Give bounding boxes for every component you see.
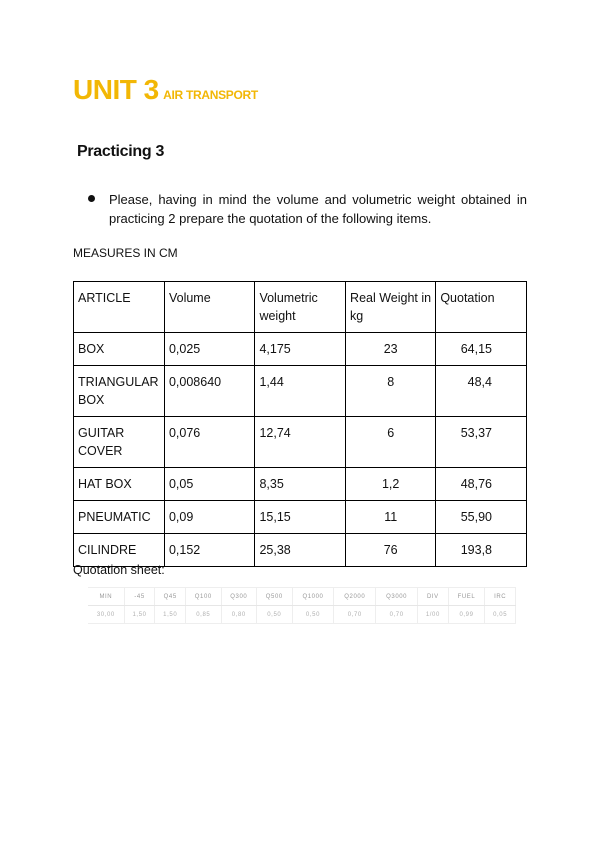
cell-real-weight: 23 — [346, 333, 436, 366]
table-row — [74, 468, 527, 501]
cell-volume: 0,008640 — [164, 366, 254, 417]
cell-volume: 0,05 — [164, 468, 254, 501]
quote-value-cell: 0,85 — [186, 606, 222, 624]
cell-real-weight: 76 — [346, 534, 436, 567]
cell-quotation: 55,90 — [436, 501, 527, 534]
cell-real-weight: 6 — [346, 417, 436, 468]
table-header-row — [74, 282, 527, 333]
quote-header-cell: FUEL — [448, 588, 485, 606]
quote-value-cell: 0,80 — [221, 606, 257, 624]
quote-value-cell: 1/00 — [418, 606, 449, 624]
section-title: Practicing 3 — [77, 143, 165, 160]
quote-value-cell: 0,70 — [334, 606, 376, 624]
cell-volume: 0,09 — [164, 501, 254, 534]
quote-header-cell: Q100 — [186, 588, 222, 606]
table-row — [74, 417, 527, 468]
cell-article: HAT BOX — [74, 468, 165, 501]
quote-header-cell: Q300 — [221, 588, 257, 606]
unit-heading — [73, 74, 258, 106]
quote-header-row — [88, 588, 516, 606]
bullet-icon — [88, 195, 95, 202]
cell-real-weight: 8 — [346, 366, 436, 417]
cell-volume: 0,152 — [164, 534, 254, 567]
cell-article: GUITAR COVER — [74, 417, 165, 468]
quote-value-cell: 1,50 — [124, 606, 155, 624]
quote-value-cell: 30,00 — [88, 606, 124, 624]
quote-header-cell: -45 — [124, 588, 155, 606]
cell-article: BOX — [74, 333, 165, 366]
quote-header-cell: Q45 — [155, 588, 186, 606]
table-row — [74, 333, 527, 366]
header-volume: Volume — [164, 282, 254, 333]
cell-article: CILINDRE — [74, 534, 165, 567]
quote-header-cell: DIV — [418, 588, 449, 606]
quotation-sheet-label: Quotation sheet: — [73, 563, 165, 577]
quote-value-cell: 0,50 — [292, 606, 334, 624]
cell-real-weight: 1,2 — [346, 468, 436, 501]
cell-real-weight: 11 — [346, 501, 436, 534]
header-article: ARTICLE — [74, 282, 165, 333]
quotation-sheet-table — [88, 587, 516, 624]
cell-article: TRIANGULAR BOX — [74, 366, 165, 417]
cell-quotation: 53,37 — [436, 417, 527, 468]
quote-value-cell: 1,50 — [155, 606, 186, 624]
table-row — [74, 534, 527, 567]
quote-value-cell: 0,70 — [376, 606, 418, 624]
quote-header-cell: IRC — [485, 588, 516, 606]
quote-value-cell: 0,99 — [448, 606, 485, 624]
instruction-text: Please, having in mind the volume and volumetric weight obtained in practicing 2 prepare the quotation of the following items. — [109, 192, 527, 226]
cell-quotation: 193,8 — [436, 534, 527, 567]
quote-header-cell: Q3000 — [376, 588, 418, 606]
cell-volumetric-weight: 4,175 — [255, 333, 346, 366]
header-quotation: Quotation — [436, 282, 527, 333]
cell-quotation: 48,4 — [436, 366, 527, 417]
cell-article: PNEUMATIC — [74, 501, 165, 534]
cell-volumetric-weight: 25,38 — [255, 534, 346, 567]
cell-volume: 0,025 — [164, 333, 254, 366]
unit-title: UNIT 3 — [73, 74, 159, 105]
table-row — [74, 501, 527, 534]
header-real-weight: Real Weight in kg — [346, 282, 436, 333]
quote-value-cell: 0,05 — [485, 606, 516, 624]
quote-value-cell: 0,50 — [257, 606, 293, 624]
quote-header-cell: Q2000 — [334, 588, 376, 606]
cell-volumetric-weight: 12,74 — [255, 417, 346, 468]
cell-volumetric-weight: 1,44 — [255, 366, 346, 417]
header-volumetric-weight: Volumetric weight — [255, 282, 346, 333]
cell-volumetric-weight: 15,15 — [255, 501, 346, 534]
quote-header-cell: MIN — [88, 588, 124, 606]
cell-quotation: 64,15 — [436, 333, 527, 366]
quote-value-row — [88, 606, 516, 624]
quote-header-cell: Q1000 — [292, 588, 334, 606]
cell-volume: 0,076 — [164, 417, 254, 468]
table-row — [74, 366, 527, 417]
measures-label: MEASURES IN CM — [73, 246, 178, 260]
quote-header-cell: Q500 — [257, 588, 293, 606]
cell-quotation: 48,76 — [436, 468, 527, 501]
articles-table — [73, 281, 527, 567]
cell-volumetric-weight: 8,35 — [255, 468, 346, 501]
unit-subtitle: AIR TRANSPORT — [163, 88, 258, 102]
